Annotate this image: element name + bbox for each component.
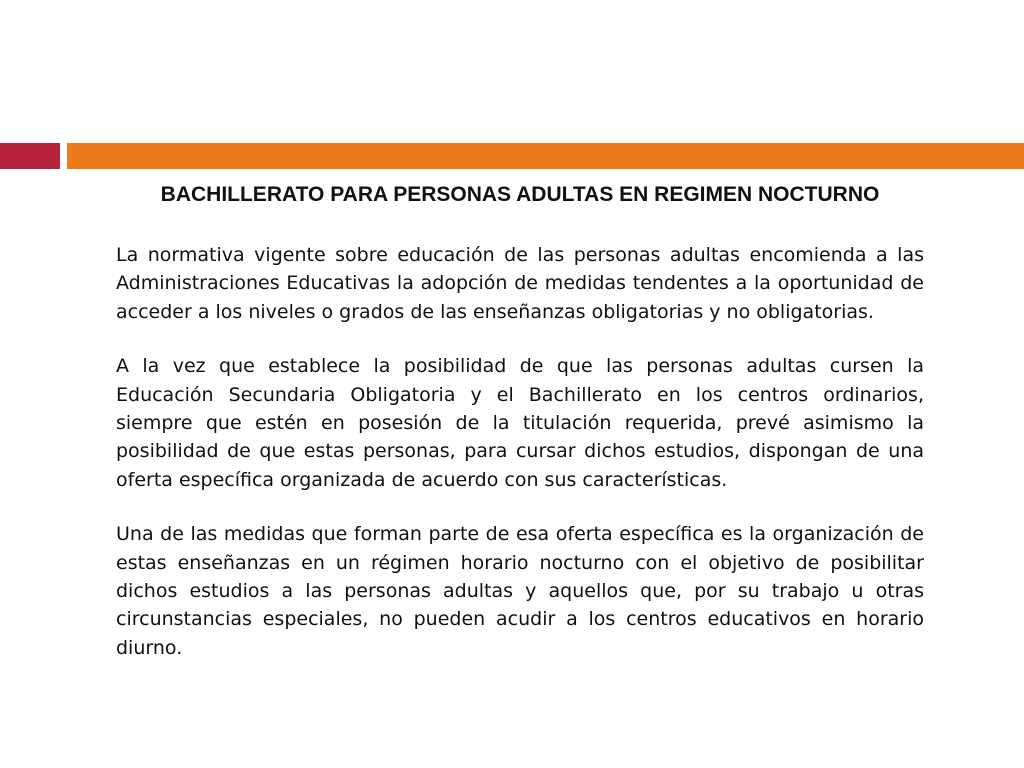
body-paragraph-2: A la vez que establece la posibilidad de que las personas adultas cursen la Educación Secundaria Obligatoria y el Bachillerato en los centros ordinarios, siempre que estén en posesión de la titulación requerida, prevé asimismo la posibilidad de que estas personas, para cursar dichos estudios, dispongan de una oferta específica organizada de acuerdo con sus características. — [116, 355, 924, 491]
slide-title: BACHILLERATO PARA PERSONAS ADULTAS EN REGIMEN NOCTURNO — [160, 183, 880, 206]
header-accent-bar-right — [67, 143, 1024, 169]
body-paragraph-3: Una de las medidas que forman parte de esa oferta específica es la organización de estas enseñanzas en un régimen horario nocturno con el objetivo de posibilitar dichos estudios a las personas adultas y aquellos que, por su trabajo u otras circunstancias especiales, no pueden acudir a los centros educativos en horario diurno. — [116, 523, 924, 659]
slide-body — [116, 241, 924, 662]
body-paragraph-1: La normativa vigente sobre educación de las personas adultas encomienda a las Administraciones Educativas la adopción de medidas tendentes a la oportunidad de acceder a los niveles o grados de las enseñanzas obligatorias y no obligatorias. — [116, 244, 924, 323]
header-accent-bar-left — [0, 143, 60, 169]
